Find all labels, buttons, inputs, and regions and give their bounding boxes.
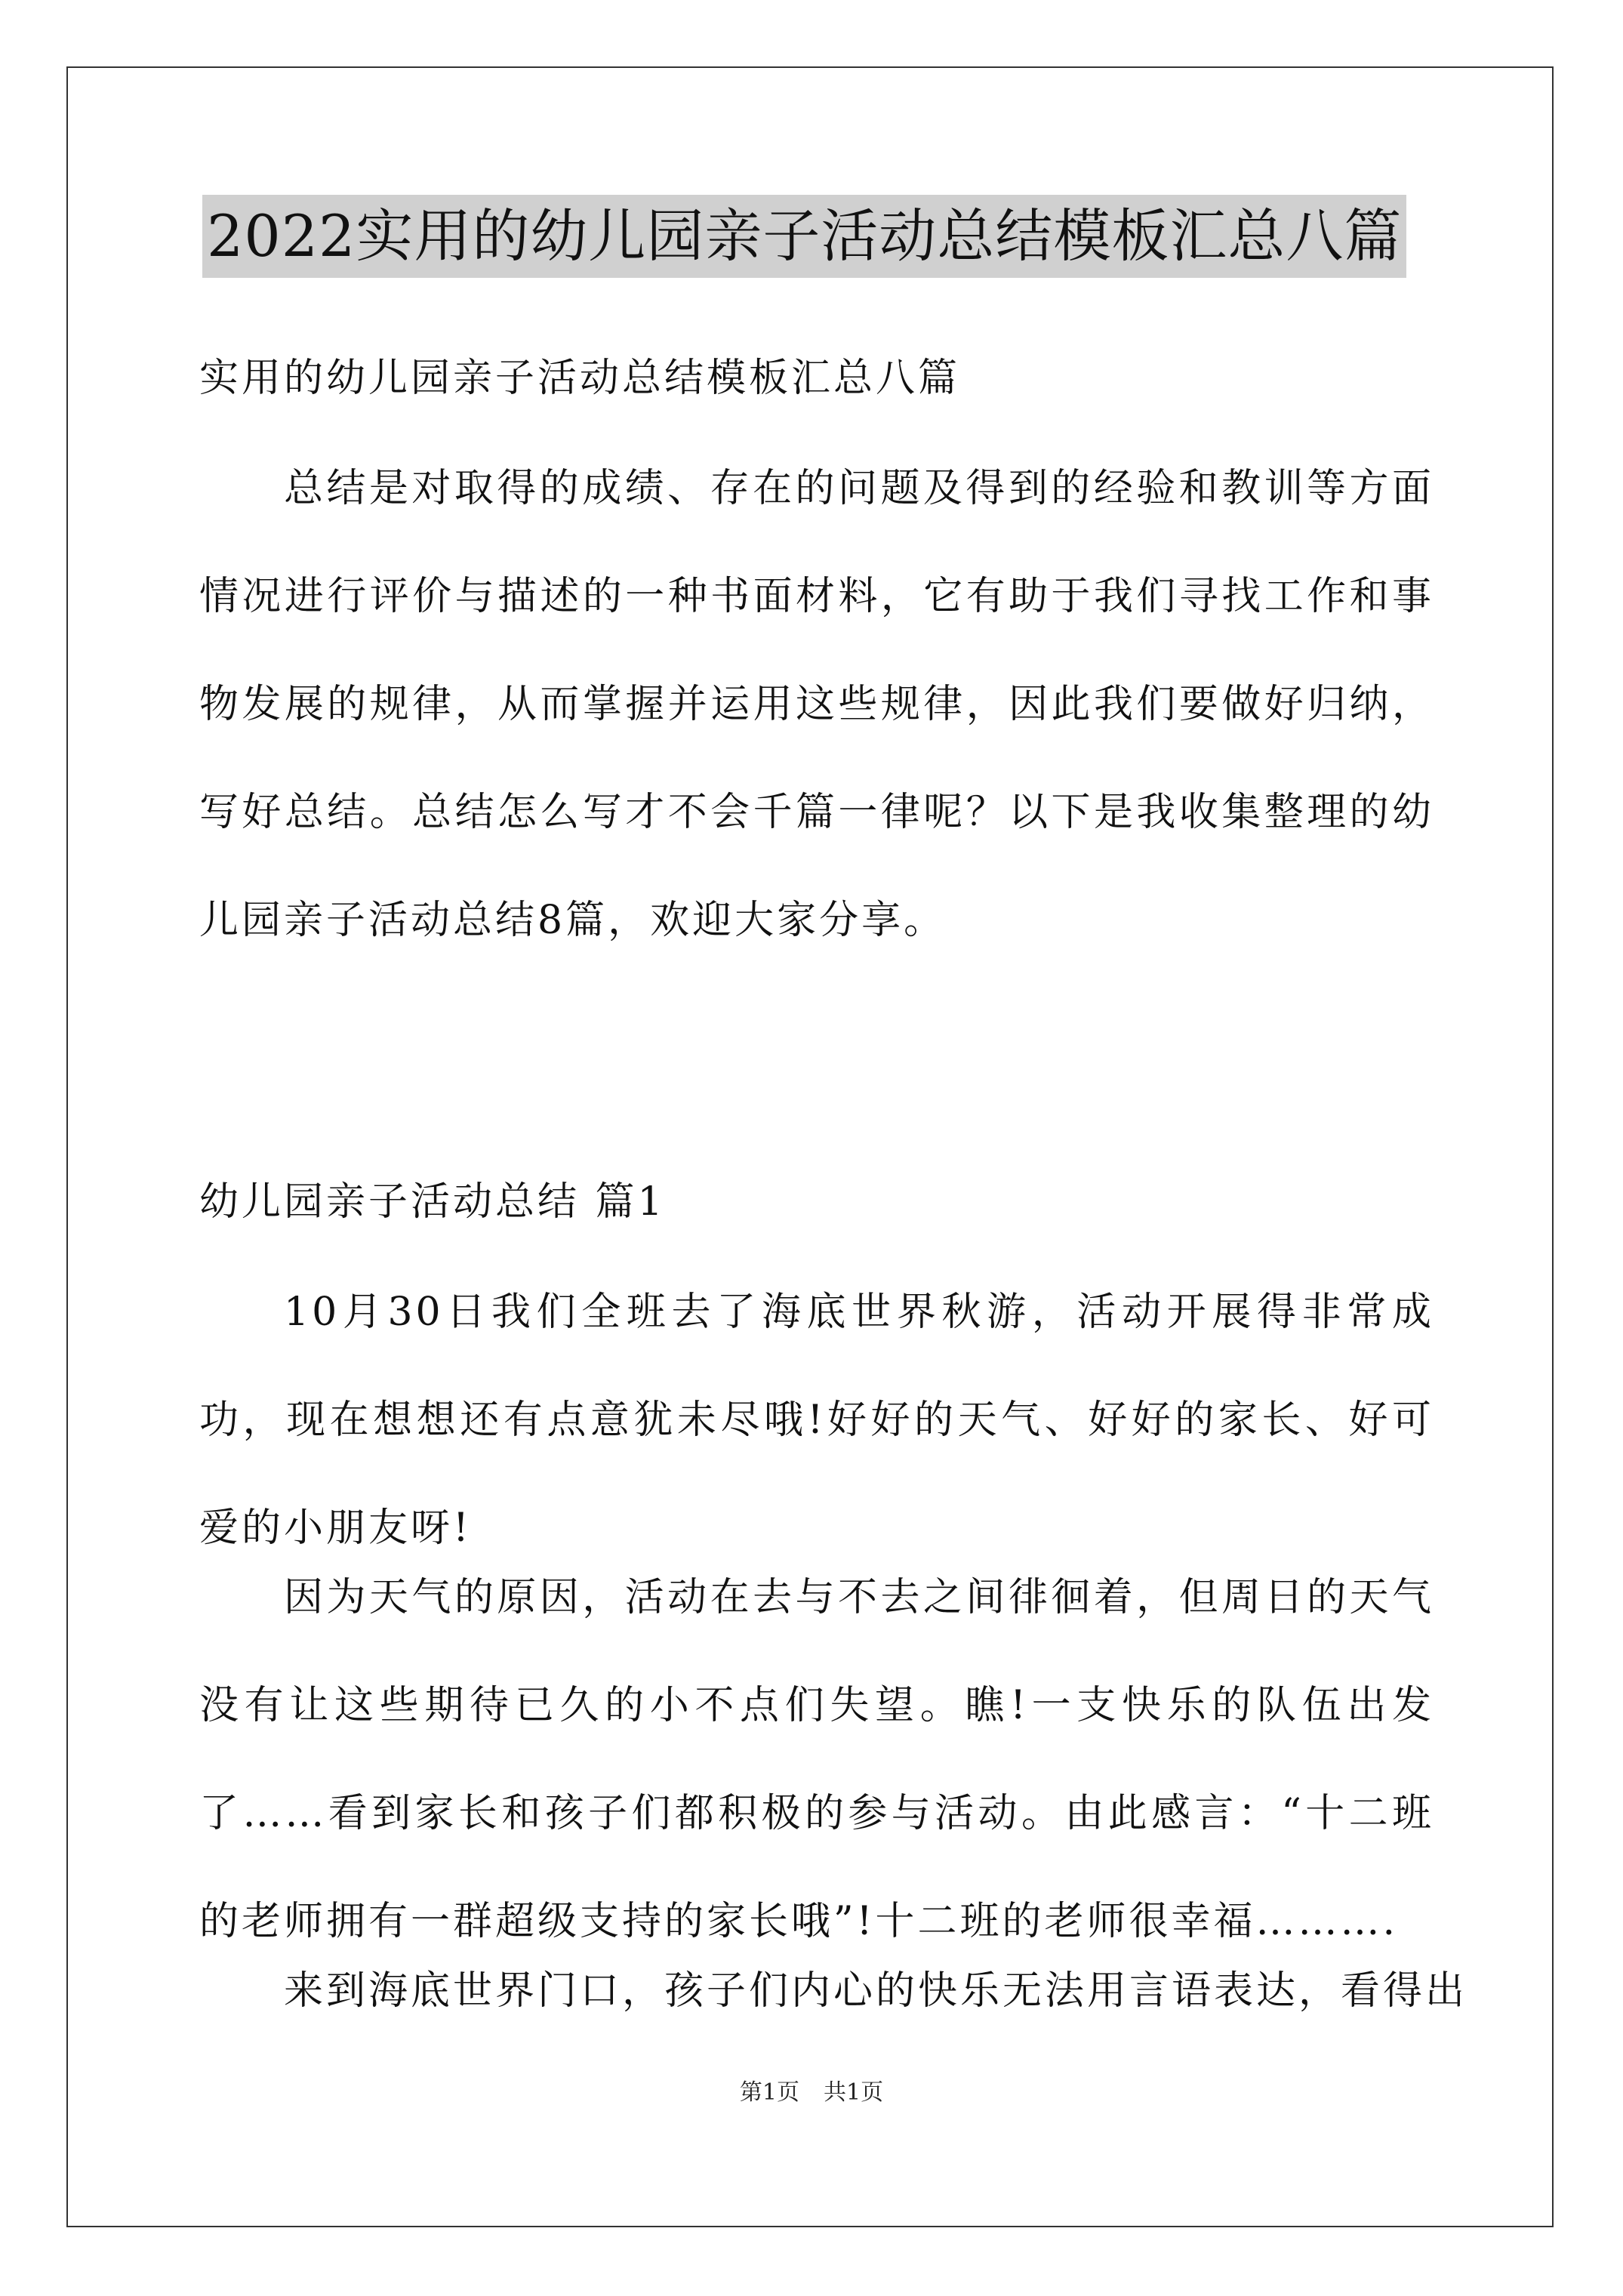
- document-subtitle: 实用的幼儿园亲子活动总结模板汇总八篇: [199, 356, 961, 401]
- intro-paragraph: 总结是对取得的成绩、存在的问题及得到的经验和教训等方面情况进行评价与描述的一种书面材料，它有助于我们寻找工作和事物发展的规律，从而掌握并运用这些规律，因此我们要做好归纳，写好总结。总结怎么写才不会千篇一律呢？以下是我收集整理的幼儿园亲子活动总结8篇，欢迎大家分享。: [199, 466, 1434, 943]
- body-paragraph: 来到海底世界门口，孩子们内心的快乐无法用言语表达，看得出: [284, 1968, 1468, 2014]
- page-footer: [0, 2078, 1623, 2108]
- section-heading: 幼儿园亲子活动总结 篇1: [199, 1179, 666, 1225]
- page-number-total: 共1页: [824, 2079, 884, 2106]
- page-number-current: 第1页: [739, 2079, 799, 2106]
- body-paragraph: 因为天气的原因，活动在去与不去之间徘徊着，但周日的天气没有让这些期待已久的小不点们失望。瞧!一支快乐的队伍出发了……看到家长和孩子们都积极的参与活动。由此感言：“十二班的老师拥有一群超级支持的家长哦”!十二班的老师很幸福……….: [199, 1575, 1434, 1944]
- body-paragraph: 10月30日我们全班去了海底世界秋游，活动开展得非常成功，现在想想还有点意犹未尽哦!好好的天气、好好的家长、好可爱的小朋友呀!: [199, 1290, 1434, 1551]
- document-title: 2022实用的幼儿园亲子活动总结模板汇总八篇: [202, 195, 1406, 278]
